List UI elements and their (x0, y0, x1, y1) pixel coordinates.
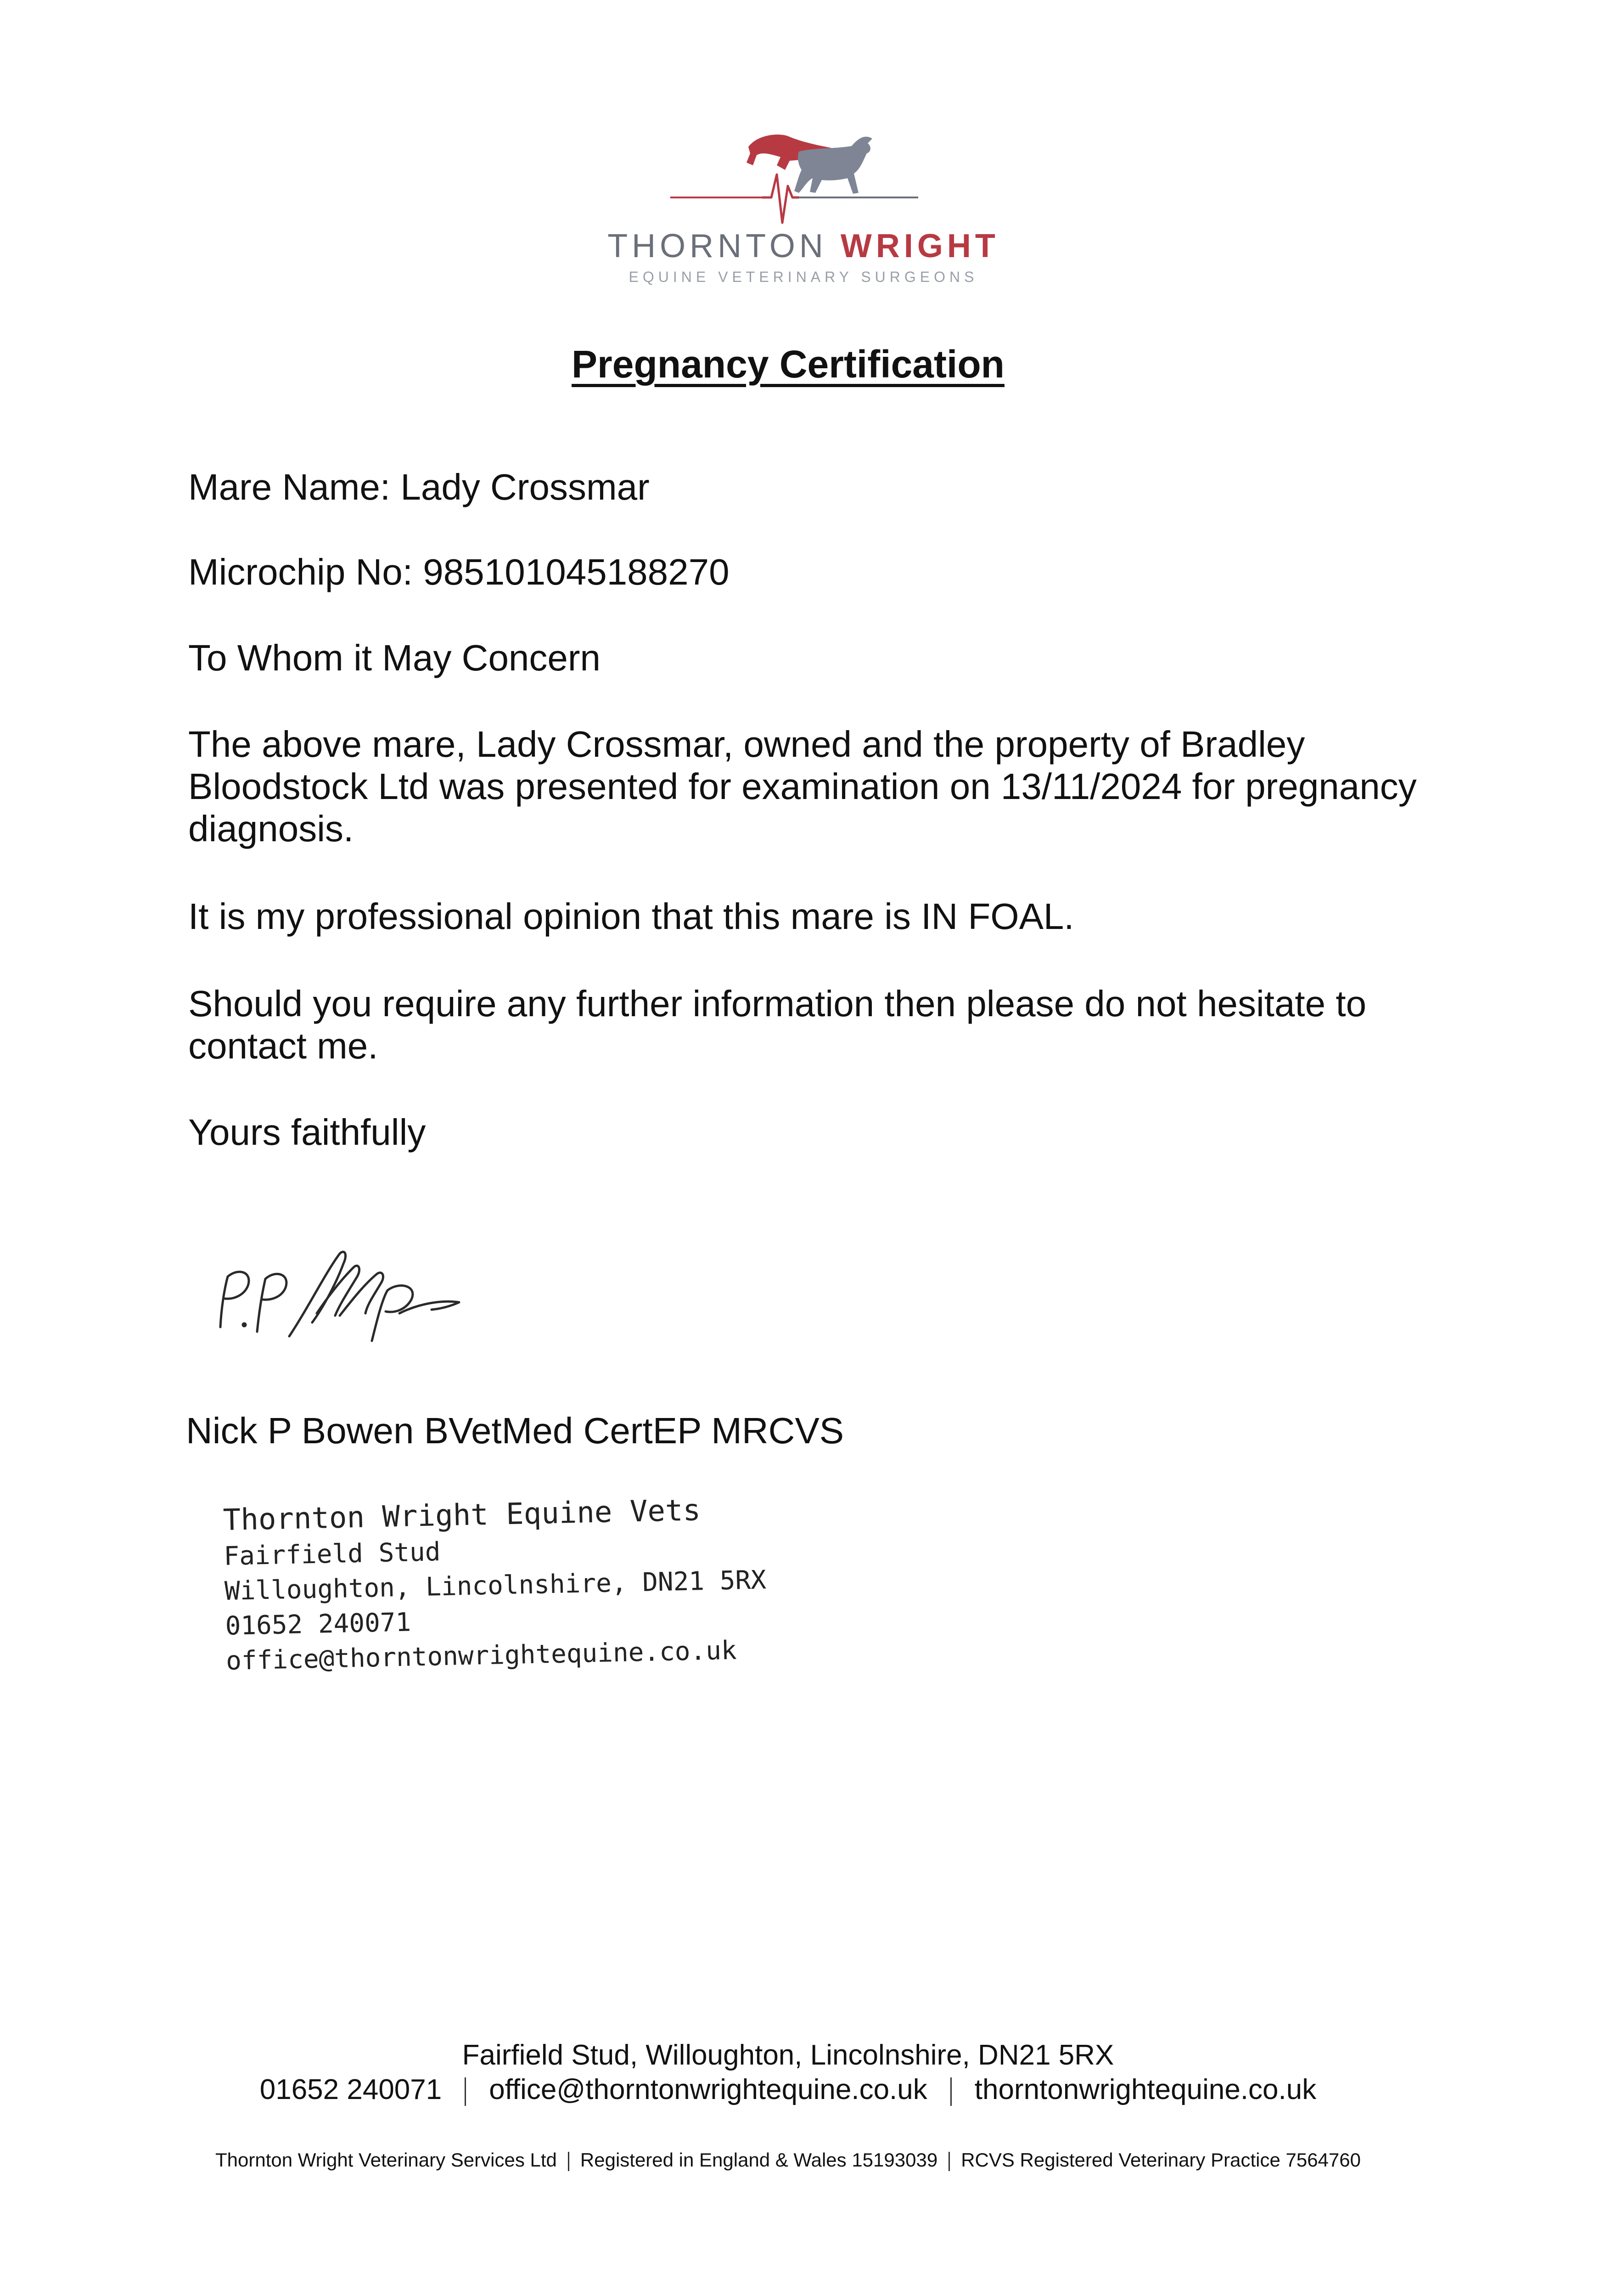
document-title: Pregnancy Certification (572, 343, 1005, 386)
footer-legal (0, 2149, 1576, 2171)
footer-registration: Registered in England & Wales 15193039 (580, 2149, 938, 2171)
logo-company-name: THORNTON WRIGHT (607, 228, 999, 264)
footer-company-name: Thornton Wright Veterinary Services Ltd (215, 2149, 557, 2171)
handwritten-signature (202, 1235, 487, 1355)
stamp-practice-name: Thornton Wright Equine Vets (223, 1493, 701, 1537)
footer-rcvs: RCVS Registered Veterinary Practice 7564760 (961, 2149, 1361, 2171)
footer-contacts (0, 2073, 1576, 2106)
closing: Yours faithfully (188, 1112, 426, 1153)
company-logo (597, 124, 1010, 289)
signatory-name: Nick P Bowen BVetMed CertEP MRCVS (186, 1410, 844, 1451)
examination-paragraph: The above mare, Lady Crossmar, owned and the property of Bradley Bloodstock Ltd was presented for examination on 13/11/2024 for pregnancy diagnosis. (188, 724, 1417, 849)
footer-divider (465, 2077, 466, 2106)
stamp-phone: 01652 240071 (225, 1607, 411, 1641)
stamp-email: office@thorntonwrightequine.co.uk (225, 1635, 737, 1676)
logo-tagline: EQUINE VETERINARY SURGEONS (629, 269, 978, 285)
salutation: To Whom it May Concern (188, 637, 601, 678)
contact-paragraph: Should you require any further information then please do not hesitate to contact me. (188, 983, 1367, 1066)
stamp-address-line: Willoughton, Lincolnshire, DN21 5RX (224, 1565, 767, 1606)
footer-divider (949, 2152, 950, 2171)
footer-divider (568, 2152, 569, 2171)
diagnosis-paragraph: It is my professional opinion that this mare is IN FOAL. (188, 896, 1074, 937)
stamp-address-line: Fairfield Stud (223, 1537, 441, 1571)
footer-email: office@thorntonwrightequine.co.uk (489, 2074, 927, 2105)
practice-stamp (223, 1490, 768, 1679)
footer-divider (950, 2077, 952, 2106)
footer-website: thorntonwrightequine.co.uk (974, 2074, 1317, 2105)
footer-address: Fairfield Stud, Willoughton, Lincolnshire, DN21 5RX (462, 2039, 1114, 2071)
horse-heartbeat-logo-icon (597, 124, 1010, 230)
footer-phone: 01652 240071 (259, 2074, 442, 2105)
microchip-line: Microchip No: 985101045188270 (188, 551, 730, 592)
mare-name-line: Mare Name: Lady Crossmar (188, 467, 650, 507)
